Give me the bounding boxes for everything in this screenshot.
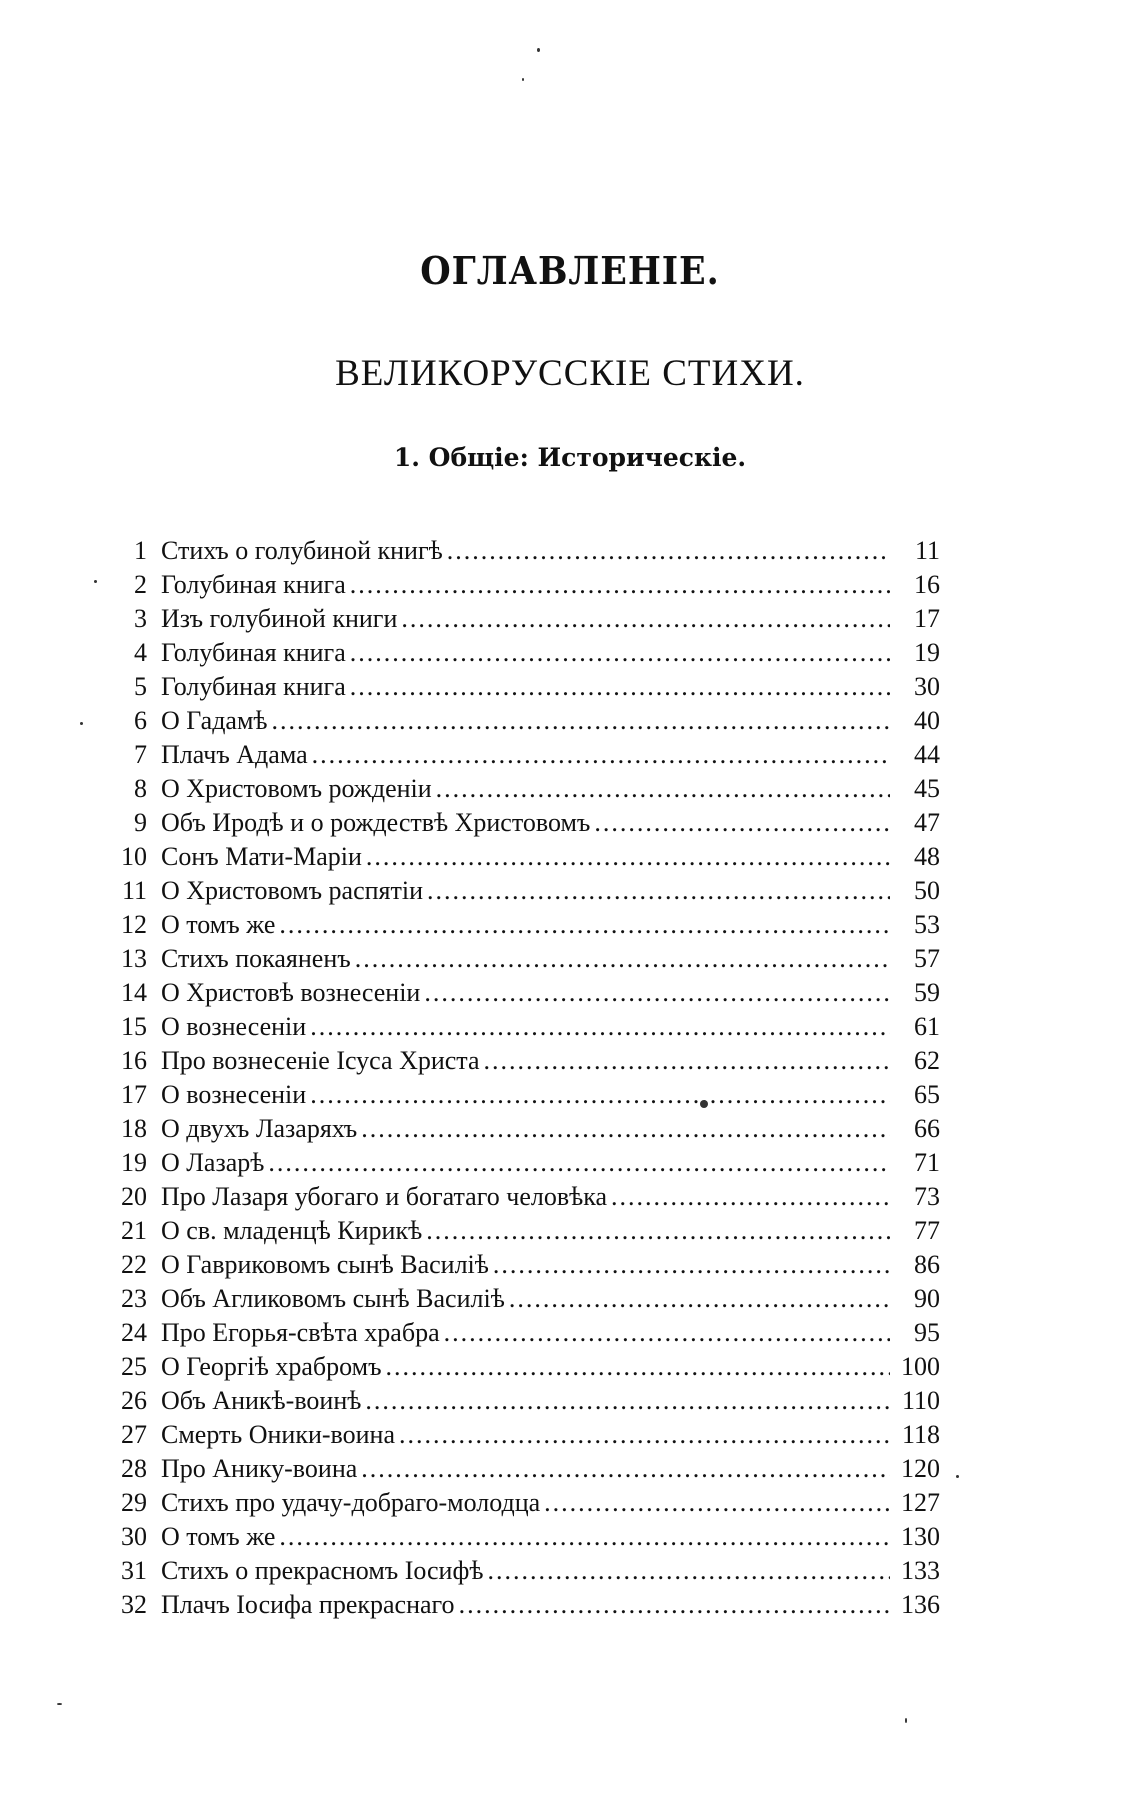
- toc-entry-page: 11: [914, 536, 940, 565]
- toc-entry: [105, 602, 940, 636]
- toc-entry-page: 136: [901, 1590, 940, 1619]
- toc-entry: [105, 874, 940, 908]
- toc-entry-page: 71: [914, 1148, 940, 1177]
- dot-leader: [447, 534, 890, 568]
- dot-leader: [310, 1010, 890, 1044]
- toc-entry-number: 14: [121, 978, 147, 1007]
- dot-leader: [310, 1078, 890, 1112]
- toc-entry: [105, 1520, 940, 1554]
- toc-entry: [105, 1418, 940, 1452]
- toc-entry: [105, 1078, 940, 1112]
- toc-entry: [105, 1248, 940, 1282]
- dot-leader: [424, 976, 890, 1010]
- toc-entry-number: 6: [134, 706, 147, 735]
- dot-leader: [611, 1180, 890, 1214]
- toc-entry-title: Объ Аникѣ-воинѣ: [161, 1386, 362, 1415]
- toc-entry: [105, 1486, 940, 1520]
- dot-leader: [493, 1248, 890, 1282]
- subsection-heading: 1. Общіе: Историческіе.: [393, 443, 747, 472]
- toc-entry-number: 29: [121, 1488, 147, 1517]
- toc-entry-title: Про Анику-воина: [161, 1454, 358, 1483]
- toc-entry-page: 130: [901, 1522, 940, 1551]
- toc-entry-page: 90: [914, 1284, 940, 1313]
- toc-entry-page: 50: [914, 876, 940, 905]
- toc-entry-title: О Георгіѣ храбромъ: [161, 1352, 382, 1381]
- toc-entry: [105, 1554, 940, 1588]
- toc-entry-number: 27: [121, 1420, 147, 1449]
- toc-entry-title: Про вознесеніе Ісуса Христа: [161, 1046, 480, 1075]
- toc-entry-page: 19: [914, 638, 940, 667]
- toc-entry: [105, 942, 940, 976]
- toc-entry-title: Изъ голубиной книги: [161, 604, 398, 633]
- scan-speck: [94, 580, 97, 583]
- toc-entry-number: 4: [134, 638, 147, 667]
- toc-entry-title: О Христовомъ рожденіи: [161, 774, 432, 803]
- toc-entry-title: О Христовѣ вознесеніи: [161, 978, 421, 1007]
- toc-entry-page: 62: [914, 1046, 940, 1075]
- dot-leader: [426, 1214, 890, 1248]
- dot-leader: [350, 636, 890, 670]
- toc-entry-number: 32: [121, 1590, 147, 1619]
- toc-entry-title: Стихъ о голубиной книгѣ: [161, 536, 443, 565]
- scan-speck: [522, 78, 524, 81]
- toc-entry-number: 1: [134, 536, 147, 565]
- toc-entry-number: 10: [121, 842, 147, 871]
- dot-leader: [355, 942, 890, 976]
- toc-entry-page: 30: [914, 672, 940, 701]
- toc-entry-page: 118: [901, 1420, 940, 1449]
- toc-entry: [105, 1384, 940, 1418]
- toc-entry: [105, 738, 940, 772]
- table-of-contents: [105, 534, 940, 1622]
- dot-leader: [484, 1044, 890, 1078]
- dot-leader: [436, 772, 890, 806]
- dot-leader: [361, 1452, 890, 1486]
- toc-entry: [105, 840, 940, 874]
- toc-entry: [105, 670, 940, 704]
- toc-entry: [105, 636, 940, 670]
- dot-leader: [268, 1146, 890, 1180]
- dot-leader: [279, 1520, 890, 1554]
- dot-leader: [361, 1112, 890, 1146]
- dot-leader: [279, 908, 890, 942]
- toc-entry-number: 2: [134, 570, 147, 599]
- toc-entry-page: 133: [901, 1556, 940, 1585]
- toc-entry: [105, 908, 940, 942]
- toc-entry-number: 24: [121, 1318, 147, 1347]
- dot-leader: [386, 1350, 890, 1384]
- toc-entry-title: О томъ же: [161, 910, 276, 939]
- toc-entry-title: Плачъ Адама: [161, 740, 308, 769]
- toc-entry-title: Сонъ Мати-Маріи: [161, 842, 362, 871]
- toc-entry-title: Объ Иродѣ и о рождествѣ Христовомъ: [161, 808, 591, 837]
- toc-entry-title: Голубиная книга: [161, 672, 346, 701]
- toc-entry-number: 19: [121, 1148, 147, 1177]
- scan-speck: [700, 1100, 708, 1108]
- toc-entry: [105, 1350, 940, 1384]
- toc-entry-page: 110: [901, 1386, 940, 1415]
- page-title: ОГЛАВЛЕНІЕ.: [420, 248, 720, 293]
- dot-leader: [366, 840, 890, 874]
- dot-leader: [350, 670, 890, 704]
- toc-entry-number: 12: [121, 910, 147, 939]
- toc-entry-page: 53: [914, 910, 940, 939]
- toc-entry: [105, 1180, 940, 1214]
- toc-entry-page: 44: [914, 740, 940, 769]
- toc-entry-number: 25: [121, 1352, 147, 1381]
- toc-entry: [105, 1452, 940, 1486]
- toc-entry: [105, 1010, 940, 1044]
- toc-entry: [105, 976, 940, 1010]
- toc-entry-title: О Гадамѣ: [161, 706, 268, 735]
- toc-entry: [105, 568, 940, 602]
- toc-entry-title: О томъ же: [161, 1522, 276, 1551]
- toc-entry-title: О св. младенцѣ Кирикѣ: [161, 1216, 423, 1245]
- dot-leader: [444, 1316, 890, 1350]
- toc-entry-number: 9: [134, 808, 147, 837]
- toc-entry-number: 20: [121, 1182, 147, 1211]
- toc-entry-page: 59: [914, 978, 940, 1007]
- toc-entry: [105, 806, 940, 840]
- toc-entry-title: О вознесеніи: [161, 1012, 307, 1041]
- toc-entry-page: 127: [901, 1488, 940, 1517]
- dot-leader: [401, 602, 890, 636]
- toc-entry-page: 86: [914, 1250, 940, 1279]
- toc-entry-number: 15: [121, 1012, 147, 1041]
- dot-leader: [427, 874, 890, 908]
- toc-entry-number: 5: [134, 672, 147, 701]
- toc-entry-title: Объ Агликовомъ сынѣ Василіѣ: [161, 1284, 505, 1313]
- scan-speck: [956, 1475, 959, 1478]
- dot-leader: [459, 1588, 890, 1622]
- toc-entry: [105, 772, 940, 806]
- toc-entry-title: Про Лазаря убогаго и богатаго человѣка: [161, 1182, 607, 1211]
- toc-entry: [105, 1316, 940, 1350]
- toc-entry-title: Голубиная книга: [161, 638, 346, 667]
- toc-entry-number: 21: [121, 1216, 147, 1245]
- toc-entry: [105, 534, 940, 568]
- toc-entry-page: 100: [901, 1352, 940, 1381]
- toc-entry-page: 66: [914, 1114, 940, 1143]
- dot-leader: [487, 1554, 890, 1588]
- toc-entry-page: 57: [914, 944, 940, 973]
- dot-leader: [312, 738, 890, 772]
- toc-entry: [105, 1146, 940, 1180]
- toc-entry-number: 26: [121, 1386, 147, 1415]
- toc-entry-title: Стихъ про удачу-добраго-молодца: [161, 1488, 541, 1517]
- dot-leader: [509, 1282, 890, 1316]
- toc-entry-number: 17: [121, 1080, 147, 1109]
- dot-leader: [594, 806, 890, 840]
- toc-entry-number: 22: [121, 1250, 147, 1279]
- toc-entry-page: 120: [901, 1454, 940, 1483]
- toc-entry-number: 30: [121, 1522, 147, 1551]
- toc-entry-title: О двухъ Лазаряхъ: [161, 1114, 358, 1143]
- dot-leader: [399, 1418, 890, 1452]
- toc-entry-page: 48: [914, 842, 940, 871]
- toc-entry: [105, 1044, 940, 1078]
- toc-entry-title: Голубиная книга: [161, 570, 346, 599]
- toc-entry-title: О Христовомъ распятіи: [161, 876, 423, 905]
- toc-entry-page: 16: [914, 570, 940, 599]
- toc-entry-page: 77: [914, 1216, 940, 1245]
- toc-entry-page: 45: [914, 774, 940, 803]
- toc-entry-page: 17: [914, 604, 940, 633]
- toc-entry-number: 31: [121, 1556, 147, 1585]
- scan-speck: [905, 1718, 907, 1723]
- toc-entry-number: 28: [121, 1454, 147, 1483]
- dot-leader: [544, 1486, 890, 1520]
- toc-entry-number: 8: [134, 774, 147, 803]
- toc-entry-number: 18: [121, 1114, 147, 1143]
- toc-entry: [105, 704, 940, 738]
- toc-entry-title: Смерть Оники-воина: [161, 1420, 395, 1449]
- toc-entry-page: 65: [914, 1080, 940, 1109]
- toc-entry-number: 11: [121, 876, 147, 905]
- toc-entry-number: 7: [134, 740, 147, 769]
- toc-entry-number: 16: [121, 1046, 147, 1075]
- toc-entry-title: О вознесеніи: [161, 1080, 307, 1109]
- toc-entry-title: Плачъ Іосифа прекраснаго: [161, 1590, 455, 1619]
- toc-entry: [105, 1214, 940, 1248]
- scan-speck: [537, 48, 540, 52]
- dot-leader: [350, 568, 890, 602]
- toc-entry-number: 23: [121, 1284, 147, 1313]
- toc-entry: [105, 1282, 940, 1316]
- scan-speck: [57, 1703, 62, 1705]
- scan-speck: [80, 722, 83, 725]
- toc-entry-page: 61: [914, 1012, 940, 1041]
- toc-entry-number: 13: [121, 944, 147, 973]
- toc-entry-title: О Лазарѣ: [161, 1148, 265, 1177]
- section-heading: ВЕЛИКОРУССКІЕ СТИХИ.: [335, 353, 805, 394]
- toc-entry-title: Стихъ о прекрасномъ Іосифѣ: [161, 1556, 484, 1585]
- toc-entry: [105, 1588, 940, 1622]
- toc-entry-title: О Гавриковомъ сынѣ Василіѣ: [161, 1250, 489, 1279]
- dot-leader: [365, 1384, 890, 1418]
- toc-entry-title: Стихъ покаяненъ: [161, 944, 351, 973]
- toc-entry: [105, 1112, 940, 1146]
- toc-entry-number: 3: [134, 604, 147, 633]
- toc-entry-page: 95: [914, 1318, 940, 1347]
- toc-entry-page: 47: [914, 808, 940, 837]
- toc-entry-title: Про Егорья-свѣта храбра: [161, 1318, 440, 1347]
- dot-leader: [272, 704, 890, 738]
- toc-entry-page: 73: [914, 1182, 940, 1211]
- toc-entry-page: 40: [914, 706, 940, 735]
